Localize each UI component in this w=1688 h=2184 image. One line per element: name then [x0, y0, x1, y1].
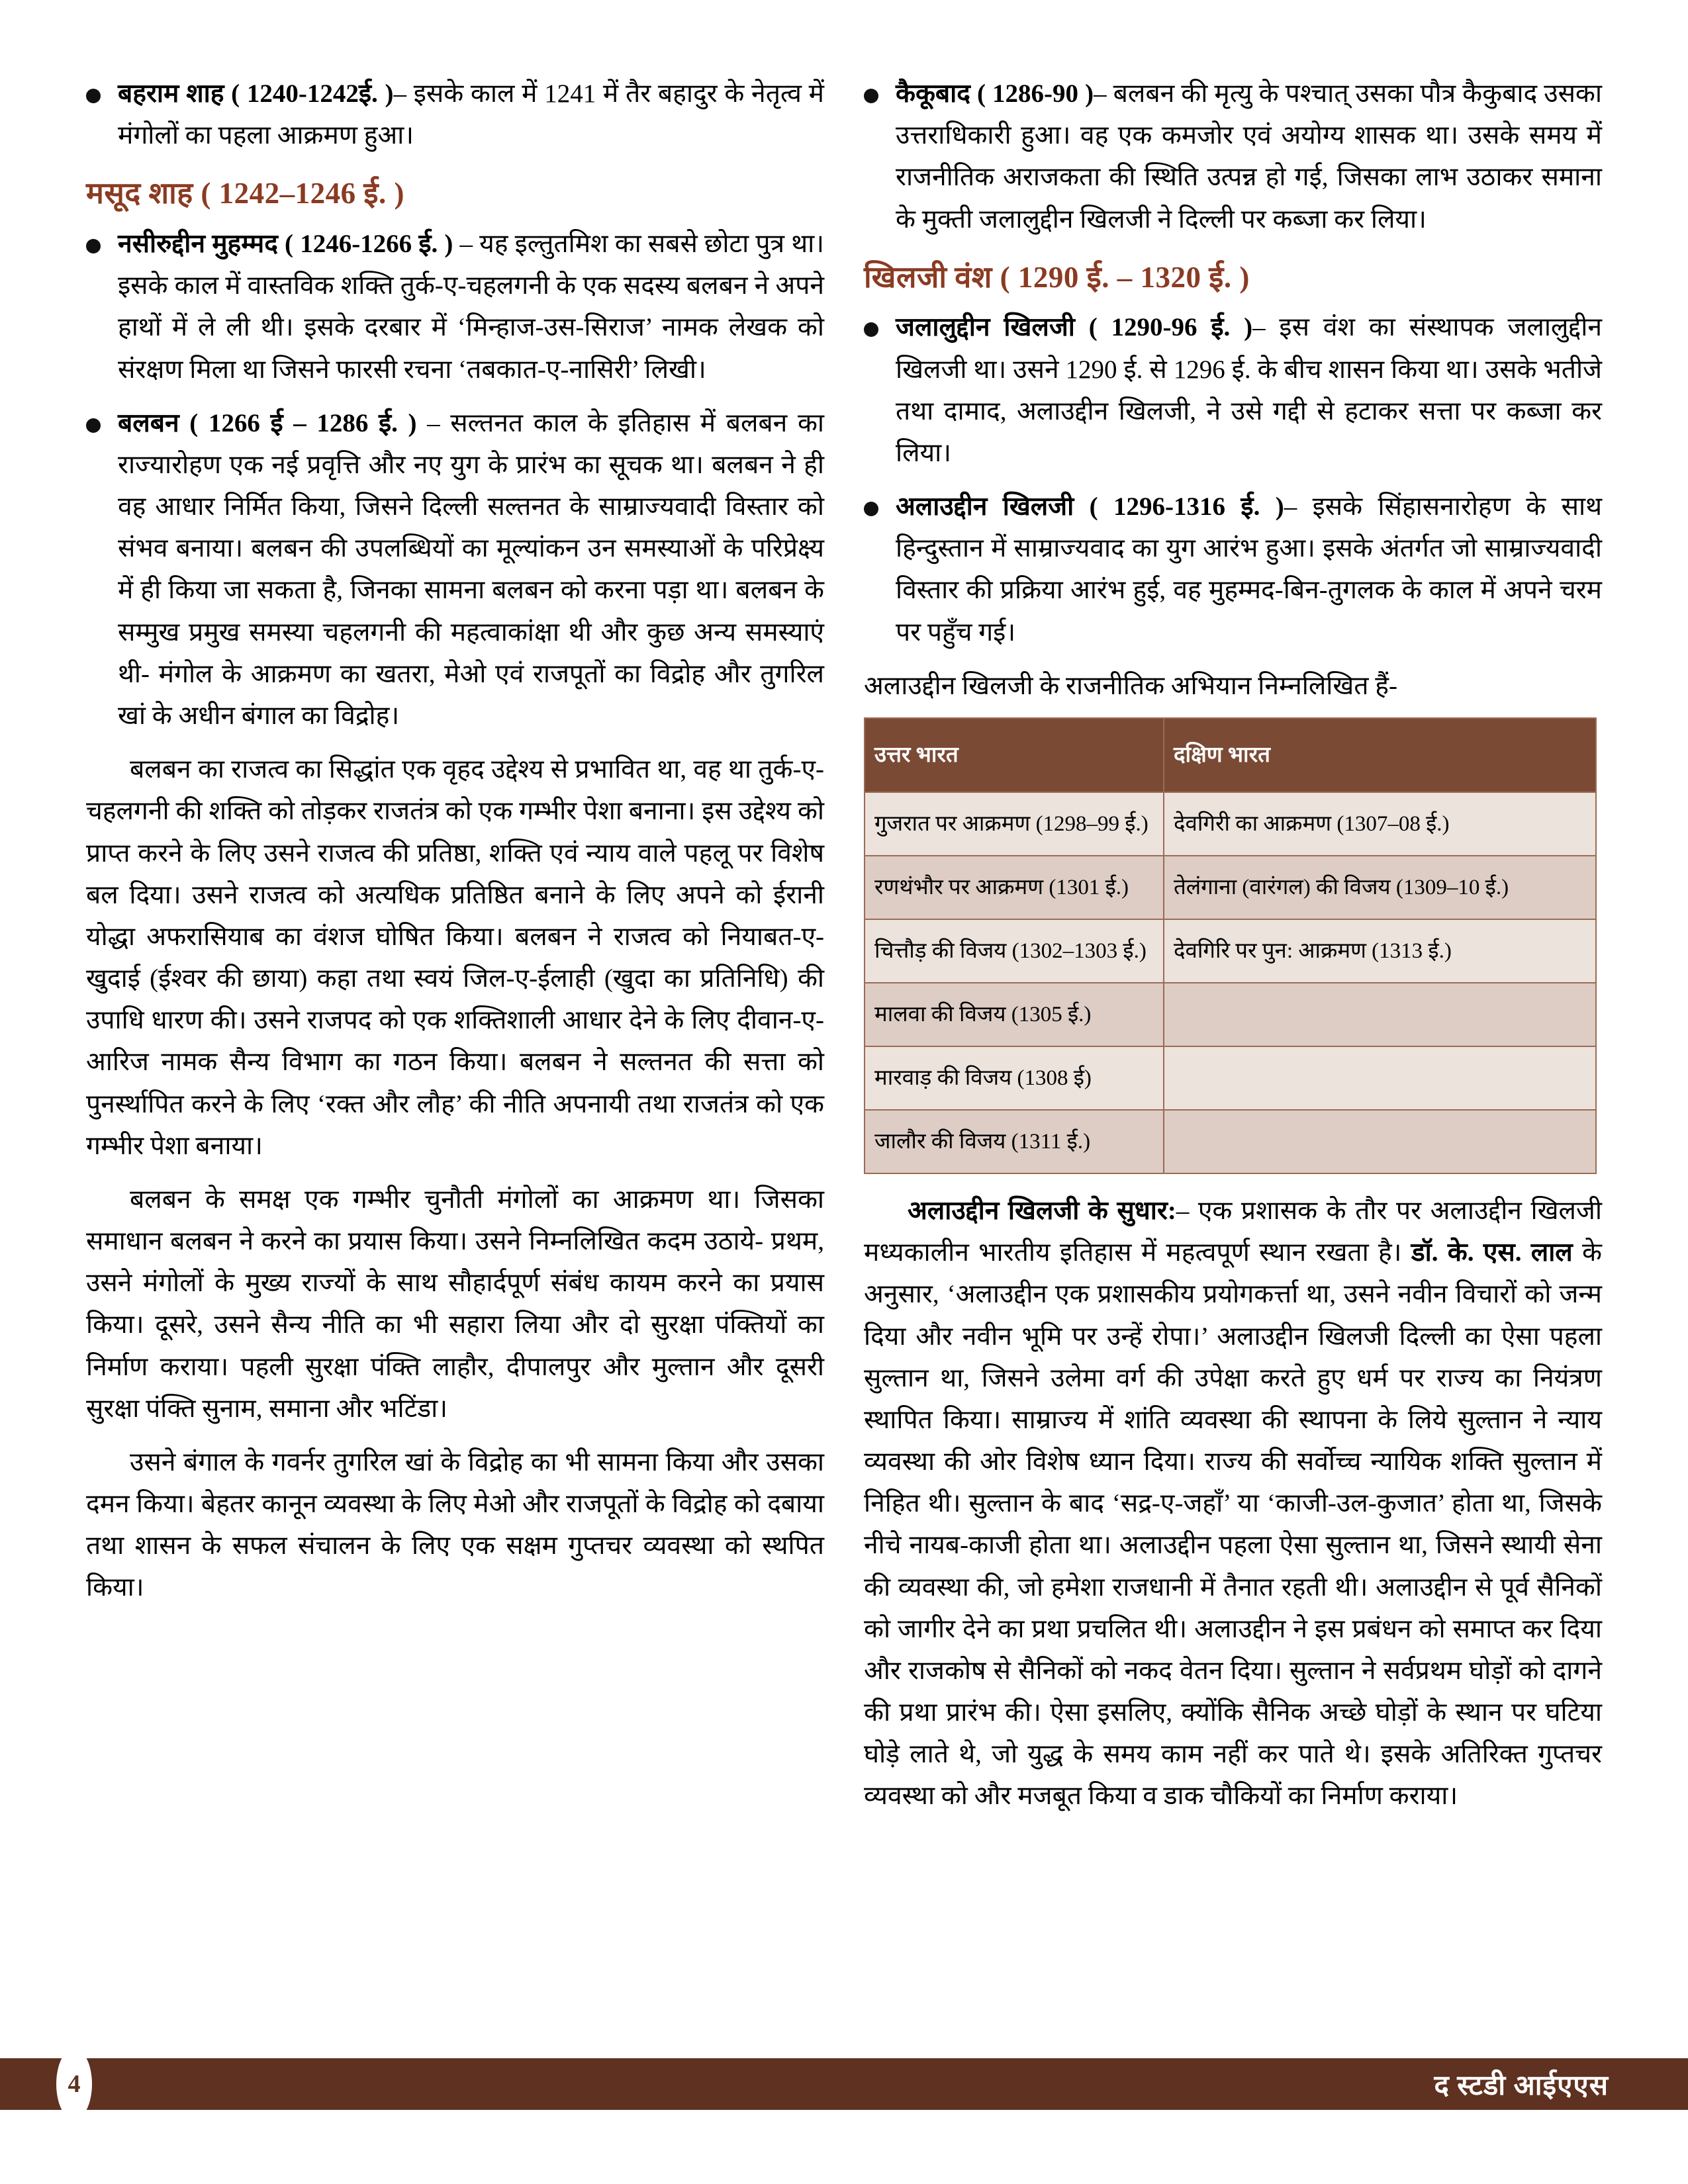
cell-south: तेलंगाना (वारंगल) की विजय (1309–10 ई.) [1164, 856, 1596, 919]
bullet-dot-icon [86, 89, 101, 103]
bullet-dot-icon [864, 322, 878, 337]
bullet-lead: कैकूबाद ( 1286-90 ) [896, 79, 1094, 108]
cell-south: देवगिरि पर पुन: आक्रमण (1313 ई.) [1164, 919, 1596, 983]
bullet-text [118, 223, 824, 390]
paragraph-balban-kingship: बलबन का राजत्व का सिद्धांत एक वृहद उद्देश्य से प्रभावित था, वह था तुर्क-ए-चहलगनी की शक्ति को तोड़कर राजतंत्र को एक गम्भीर पेशा बनाना। इस उद्देश्य को प्राप्त करने के लिए उसने राजत्व की प्रतिष्ठा, शक्ति एवं न्याय वाले पहलू पर विशेष बल दिया। उसने राजत्व को अत्यधिक प्रतिष्ठित बनाने के लिए अपने को ईरानी योद्धा अफरासियाब का वंशज घोषित किया। बलबन ने राजत्व को नियाबत-ए-खुदाई (ईश्वर की छाया) कहा तथा स्वयं जिल-ए-ईलाही (खुदा का प्रतिनिधि) की उपाधि धारण की। उसने राजपद को एक शक्तिशाली आधार देने के लिए दीवान-ए-आरिज नामक सैन्य विभाग का गठन किया। बलबन ने सल्तनत की सत्ता को पुनर्स्थापित करने के लिए ‘रक्त और लौह’ की नीति अपनायी तथा राजतंत्र को एक गम्भीर पेशा बनाया। [86, 755, 824, 1160]
cell-south [1164, 1046, 1596, 1110]
cell-north: जालौर की विजय (1311 ई.) [865, 1110, 1164, 1173]
page-number-badge: 4 [56, 2048, 92, 2120]
table-row [865, 1110, 1596, 1173]
paragraph-mongol-challenge: बलबन के समक्ष एक गम्भीर चुनौती मंगोलों का आक्रमण था। जिसका समाधान बलबन ने करने का प्रयास किया। उसने निम्नलिखित कदम उठाये- प्रथम, उसने मंगोलों के मुख्य राज्यों के साथ सौहार्दपूर्ण संबंध कायम करने का प्रयास किया। दूसरे, उसने सैन्य नीति का भी सहारा लिया और दो सुरक्षा पंक्तियों का निर्माण कराया। पहली सुरक्षा पंक्ति लाहौर, दीपालपुर और मुल्तान और दूसरी सुरक्षा पंक्ति सुनाम, समाना और भटिंडा। [86, 1185, 824, 1423]
bullet-text [896, 486, 1602, 653]
bullet-detail: – इसके सिंहासनारोहण के साथ हिन्दुस्तान में साम्राज्यवाद का युग आरंभ हुआ। इसके अंतर्गत जो साम्राज्यवादी विस्तार की प्रक्रिया आरंभ हुई, वह मुहम्मद-बिन-तुगलक के काल में अपने चरम पर पहुँच गई। [896, 492, 1602, 647]
column-header-north-india: उत्तर भारत [865, 718, 1164, 792]
cell-south: देवगिरी का आक्रमण (1307–08 ई.) [1164, 792, 1596, 856]
bullet-text [118, 73, 824, 156]
list-item [86, 402, 824, 737]
bullet-text [118, 402, 824, 737]
cell-north: मालवा की विजय (1305 ई.) [865, 983, 1164, 1046]
page-footer [0, 2058, 1688, 2110]
list-item [864, 486, 1602, 653]
bullet-detail: – इस वंश का संस्थापक जलालुद्दीन खिलजी था। उसने 1290 ई. से 1296 ई. के बीच शासन किया था। उसके भतीजे तथा दामाद, अलाउद्दीन खिलजी, ने उसे गद्दी से हटाकर सत्ता पर कब्जा कर लिया। [896, 313, 1602, 467]
reform-text-1: – एक प्रशासक के तौर पर अलाउद्दीन खिलजी मध्यकालीन भारतीय इतिहास में महत्वपूर्ण स्थान रखता है। [864, 1196, 1602, 1267]
bullet-text [896, 73, 1602, 240]
bullet-lead: अलाउद्दीन खिलजी ( 1296-1316 ई. ) [896, 492, 1284, 522]
bullet-text [896, 306, 1602, 474]
cell-north: चित्तौड़ की विजय (1302–1303 ई.) [865, 919, 1164, 983]
section-heading-khilji-dynasty: खिलजी वंश ( 1290 ई. – 1320 ई. ) [864, 260, 1250, 294]
bullet-detail: – यह इल्तुतमिश का सबसे छोटा पुत्र था। इसके काल में वास्तविक शक्ति तुर्क-ए-चहलगनी के एक सदस्य बलबन ने अपने हाथों में ले ली थी। इसके दरबार में ‘मिन्हाज-उस-सिराज’ नामक लेखक को संरक्षण मिला था जिसने फारसी रचना ‘तबकात-ए-नासिरी’ लिखी। [118, 230, 824, 384]
bullet-dot-icon [86, 239, 101, 253]
table-row [865, 983, 1596, 1046]
cell-south [1164, 1110, 1596, 1173]
table-intro-text: अलाउद्दीन खिलजी के राजनीतिक अभियान निम्नलिखित हैं- [864, 671, 1397, 700]
table-header-row [865, 718, 1596, 792]
right-column [864, 73, 1602, 1829]
reform-citation: डॉ. के. एस. लाल [1411, 1238, 1573, 1267]
section-heading-masud-shah: मसूद शाह ( 1242–1246 ई. ) [86, 177, 404, 210]
bullet-dot-icon [86, 418, 101, 433]
list-item [86, 223, 824, 390]
bullet-detail: – सल्तनत काल के इतिहास में बलबन का राज्यारोहण एक नई प्रवृत्ति और नए युग के प्रारंभ का सूचक था। बलबन ने ही वह आधार निर्मित किया, जिसने दिल्ली सल्तनत के साम्राज्यवादी विस्तार को संभव बनाया। बलबन की उपलब्धियों का मूल्यांकन उन समस्याओं के परिप्रेक्ष्य में ही किया जा सकता है, जिनका सामना बलबन को करना पड़ा था। बलबन के सम्मुख प्रमुख समस्या चहलगनी की महत्वाकांक्षा थी और कुछ अन्य समस्याएं थी- मंगोल के आक्रमण का खतरा, मेओ एवं राजपूतों का विद्रोह और तुगरिल खां के अधीन बंगाल का विद्रोह। [118, 408, 824, 730]
paragraph-bengal-revolt: उसने बंगाल के गवर्नर तुगरिल खां के विद्रोह का भी सामना किया और उसका दमन किया। बेहतर कानून व्यवस्था के लिए मेओ और राजपूतों के विद्रोह को दबाया तथा शासन के सफल संचालन के लिए एक सक्षम गुप्तचर व्यवस्था को स्थपित किया। [86, 1447, 824, 1602]
list-item [86, 73, 824, 156]
cell-north: गुजरात पर आक्रमण (1298–99 ई.) [865, 792, 1164, 856]
bullet-detail: – बलबन की मृत्यु के पश्चात् उसका पौत्र कैकुबाद उसका उत्तराधिकारी हुआ। वह एक कमजोर एवं अयोग्य शासक था। उसके समय में राजनीतिक अराजकता की स्थिति उत्पन्न हो गई, जिसका लाभ उठाकर समाना के मुक्ती जलालुद्दीन खिलजी ने दिल्ली पर कब्जा कर लिया। [896, 79, 1602, 234]
list-item [864, 73, 1602, 240]
footer-brand-label: द स्टडी आईएएस [1434, 2070, 1609, 2101]
bullet-lead: जलालुद्दीन खिलजी ( 1290-96 ई. ) [896, 313, 1253, 342]
bullet-lead: बहराम शाह ( 1240-1242ई. ) [118, 79, 394, 108]
table-row [865, 919, 1596, 983]
paragraph-alauddin-reforms [864, 1190, 1602, 1817]
two-column-content [86, 73, 1602, 1829]
reform-lead: अलाउद्दीन खिलजी के सुधार: [908, 1196, 1176, 1225]
list-item [864, 306, 1602, 474]
table-row [865, 1046, 1596, 1110]
bullet-lead: बलबन ( 1266 ई – 1286 ई. ) [118, 408, 417, 437]
column-header-south-india: दक्षिण भारत [1164, 718, 1596, 792]
left-column [86, 73, 824, 1829]
cell-north: रणथंभौर पर आक्रमण (1301 ई.) [865, 856, 1164, 919]
bullet-detail: – इसके काल में 1241 में तैर बहादुर के नेतृत्व में मंगोलों का पहला आक्रमण हुआ। [118, 79, 824, 150]
table-row [865, 792, 1596, 856]
bullet-dot-icon [864, 502, 878, 516]
reform-text-2: के अनुसार, ‘अलाउद्दीन एक प्रशासकीय प्रयोगकर्त्ता था, उसने नवीन विचारों को जन्म दिया और नवीन भूमि पर उन्हें रोपा।’ अलाउद्दीन खिलजी दिल्ली का ऐसा पहला सुल्तान था, जिसने उलेमा वर्ग की उपेक्षा करते हुए धर्म पर राज्य का नियंत्रण स्थापित किया। साम्राज्य में शांति व्यवस्था की स्थापना के लिये सुल्तान ने न्याय व्यवस्था की ओर विशेष ध्यान दिया। राज्य की सर्वोच्च न्यायिक शक्ति सुल्तान में निहित थी। सुल्तान के बाद ‘सद्र-ए-जहाँ’ या ‘काजी-उल-कुजात’ होता था, जिसके नीचे नायब-काजी होता था। अलाउद्दीन पहला ऐसा सुल्तान था, जिसने स्थायी सेना की व्यवस्था की, जो हमेशा राजधानी में तैनात रहती थी। अलाउद्दीन से पूर्व सैनिकों को जागीर देने का प्रथा प्रचलित थी। अलाउद्दीन ने इस प्रबंधन को समाप्त कर दिया और राजकोष से सैनिकों को नकद वेतन दिया। सुल्तान ने सर्वप्रथम घोड़ों को दागने की प्रथा प्रारंभ की। ऐसा इसलिए, क्योंकि सैनिक अच्छे घोड़ों के स्थान पर घटिया घोड़े लाते थे, जो युद्ध के समय काम नहीं कर पाते थे। इसके अतिरिक्त गुप्तचर व्यवस्था को और मजबूत किया व डाक चौकियों का निर्माण कराया। [864, 1238, 1603, 1811]
bullet-lead: नसीरुद्दीन मुहम्मद ( 1246-1266 ई. ) [118, 230, 453, 259]
table-row [865, 856, 1596, 919]
cell-north: मारवाड़ की विजय (1308 ई) [865, 1046, 1164, 1110]
cell-south [1164, 983, 1596, 1046]
campaigns-table [864, 717, 1597, 1174]
bullet-dot-icon [864, 89, 878, 103]
